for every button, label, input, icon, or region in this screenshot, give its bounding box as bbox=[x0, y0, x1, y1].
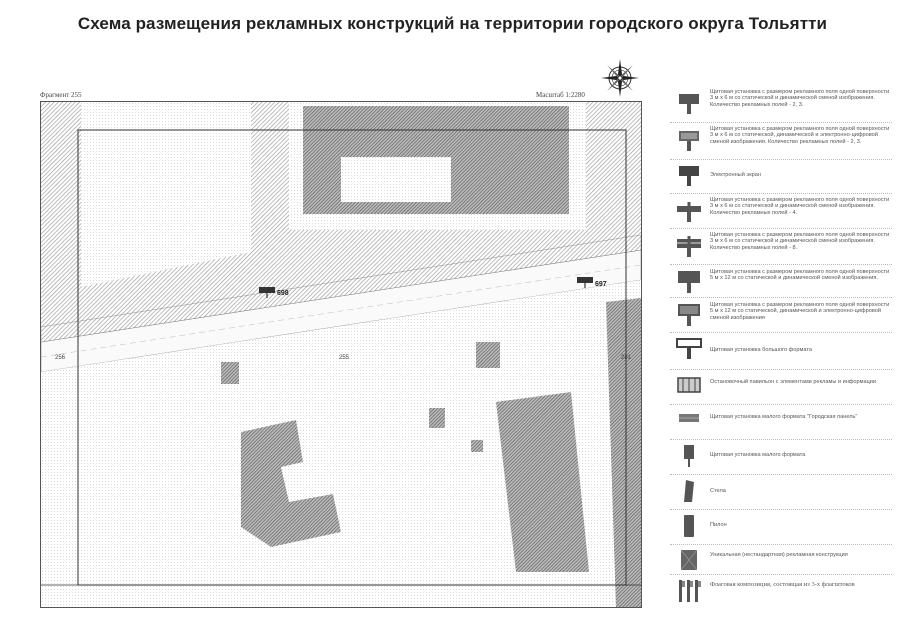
fragment-label: Фрагмент 255 bbox=[40, 91, 82, 99]
edge-label-right: 281 bbox=[621, 355, 632, 361]
pylon-icon bbox=[676, 513, 702, 539]
stele-icon bbox=[676, 478, 702, 504]
edge-label-left: 256 bbox=[55, 355, 66, 361]
unique-structure-icon bbox=[676, 548, 702, 574]
scale-label: Масштаб 1:2280 bbox=[536, 91, 585, 99]
billboard-5x12-icon bbox=[676, 268, 702, 294]
map-canvas[interactable] bbox=[40, 101, 642, 608]
billboard-5x12-electronic-icon bbox=[676, 301, 702, 327]
billboard-3x6-electronic-icon bbox=[676, 127, 702, 153]
large-format-billboard-icon bbox=[676, 336, 702, 362]
billboard-3x6-four-fields-icon bbox=[676, 198, 702, 224]
electronic-screen-icon bbox=[676, 163, 702, 189]
stop-pavilion-icon bbox=[676, 373, 702, 399]
billboard-3x6-eight-fields-icon bbox=[676, 233, 702, 259]
edge-label-center: 255 bbox=[339, 355, 350, 361]
small-format-billboard-icon bbox=[676, 443, 702, 469]
page-title: Схема размещения рекламных конструкций на территории городского округа Тольятти bbox=[77, 14, 828, 33]
compass-rose-icon bbox=[600, 58, 640, 98]
billboard-3x6-static-dynamic-icon bbox=[676, 90, 702, 116]
flag-composition-icon bbox=[676, 578, 702, 604]
marker-number: 697 bbox=[595, 281, 607, 288]
marker-number: 698 bbox=[277, 290, 289, 297]
small-format-city-billboard-icon bbox=[676, 408, 702, 434]
